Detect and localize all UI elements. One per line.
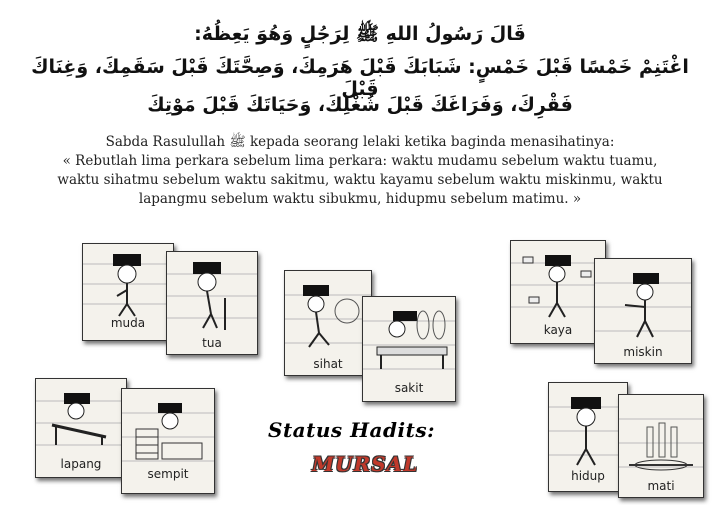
malay-translation: « Rebutlah lima perkara sebelum lima perkara: waktu mudamu sebelum waktu tuamu, waktu sihatmu sebelum waktu sakitmu, waktu kayamu sebelum waktu miskinmu, waktu lapangmu sebelum waktu sibukmu, hidupmu sebelum matimu. » [57, 153, 663, 207]
card-tua [166, 251, 258, 355]
status-value: MURSAL [312, 452, 419, 476]
card-miskin [594, 258, 692, 364]
card-muda [82, 243, 174, 341]
arabic-hadith-line-2: فَقْرِكَ، وَفَرَاغَكَ قَبْلَ شُغْلِكَ، وَحَيَاتَكَ قَبْلَ مَوْتِكَ [147, 94, 573, 116]
card-lapang [35, 378, 127, 478]
card-kaya [510, 240, 606, 344]
card-label-lapang: lapang [60, 457, 102, 471]
arabic-intro-line: قَالَ رَسُولُ اللهِ ﷺ لِرَجُلٍ وَهُوَ يَعِظُهُ: [194, 23, 526, 45]
card-label-sihat: sihat [313, 357, 343, 371]
card-sihat [284, 270, 372, 376]
card-sempit [121, 388, 215, 494]
card-sakit [362, 296, 456, 402]
card-label-muda: muda [110, 316, 146, 330]
card-label-sakit: sakit [394, 381, 424, 395]
arabic-hadith-line-1: اغْتَنِمْ خَمْسًا قَبْلَ خَمْسٍ: شَبَابَكَ قَبْلَ هَرَمِكَ، وَصِحَّتَكَ قَبْلَ سَقَمِكَ، وَغِنَاكَ قَبْلَ [31, 56, 689, 100]
card-label-kaya: kaya [543, 323, 573, 337]
card-label-hidup: hidup [571, 469, 605, 483]
card-label-mati: mati [647, 479, 675, 493]
card-label-sempit: sempit [147, 467, 189, 481]
malay-intro: Sabda Rasulullah ﷺ kepada seorang lelaki ketika baginda menasihatinya: [105, 134, 615, 150]
card-mati [618, 394, 704, 498]
card-label-miskin: miskin [623, 345, 663, 359]
card-label-tua: tua [202, 336, 222, 350]
status-label: Status Hadits: [268, 418, 435, 442]
card-hidup [548, 382, 628, 492]
